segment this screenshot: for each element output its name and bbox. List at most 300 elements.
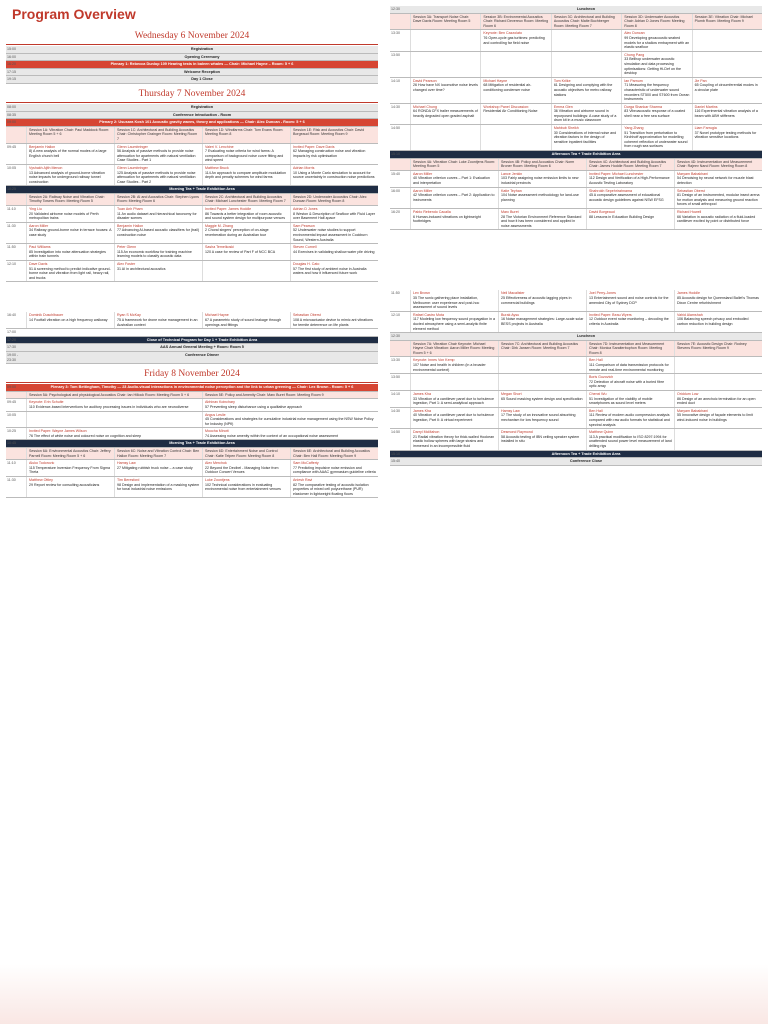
talk-author: Michael Chung <box>413 104 437 109</box>
talk-title: 16 Noise management strategies: Large-scale solar BESS projects in Australia <box>501 317 584 326</box>
schedule-row <box>390 171 762 188</box>
talk-title: 111 Comparison of data transmission protocols for remote and real-time environmental monitoring <box>589 363 669 372</box>
talk-title: 75 A framework for drone noise management in an Australian context <box>117 317 198 327</box>
talk-cells <box>410 357 762 373</box>
talk-author: Invited Paper: James Hoddle <box>205 207 252 212</box>
row-time: 10:05 <box>7 412 16 417</box>
fri-rows6 <box>6 460 378 498</box>
talk-cell <box>290 312 378 328</box>
talk-author: Maggie M. Zhang <box>205 223 233 228</box>
row-time <box>6 194 26 205</box>
row-time: 10:45 <box>7 441 16 446</box>
talk-author: Maryam Babakhani <box>677 408 708 413</box>
talk-author: Moocha Minott <box>205 429 229 434</box>
talk-cells <box>410 312 762 332</box>
talk-author: Aaron Miller <box>413 171 433 176</box>
session-cells <box>410 341 762 357</box>
row-time: 17:15 <box>7 69 16 74</box>
talk-cell <box>674 357 762 373</box>
row-event: Day 1 Close <box>191 77 213 82</box>
talk-cell <box>26 244 114 260</box>
talk-cell <box>114 261 202 281</box>
talk-cell <box>114 477 202 497</box>
schedule-row <box>6 312 378 329</box>
talk-cell <box>202 460 290 476</box>
talk-author: Maryam Babakhani <box>677 171 708 176</box>
schedule-row <box>390 151 762 159</box>
talk-title: 81 Design of an instrumented, modular insect arena for motion analysis and measuring ground reaction forces of small arthropod <box>677 193 760 207</box>
talk-cells <box>410 408 762 428</box>
row-time: 16:20 <box>391 209 400 214</box>
talk-cell <box>290 460 378 476</box>
thu-bottom <box>6 329 378 364</box>
row-time: 15:00 <box>7 47 16 51</box>
talk-cells <box>26 477 378 497</box>
right-sessions7 <box>390 341 762 358</box>
session-cells <box>410 14 762 30</box>
row-time: 15:40 <box>391 459 400 464</box>
talk-cell <box>290 165 378 185</box>
row-time: 17:00 <box>7 330 16 335</box>
schedule-row <box>6 76 378 84</box>
row-time: 11:10 <box>7 461 16 466</box>
talk-author: Aaron Miller <box>29 223 49 228</box>
row-time: 13:50 <box>391 52 400 57</box>
talk-cells <box>26 223 378 243</box>
talk-author: Sam Pearson <box>293 223 315 228</box>
session-header: Session 2C: Architectural and Building Acoustics Chair: Michael Lunchester Room: Meeting Room 7 <box>202 194 290 205</box>
session-header: Session 5A: Psychological and physiological Acoustics Chair: Ian Hillock Room: Meeting Room 5 + 6 <box>26 392 202 399</box>
row-time: 12:10 <box>7 262 16 266</box>
talk-author: Neil Macalister <box>501 291 525 296</box>
talk-author: Michael Hayne <box>205 313 229 318</box>
talk-author: Abhinav Koinchary <box>205 400 235 405</box>
schedule-row <box>6 329 378 337</box>
talk-cell <box>551 125 621 150</box>
talk-author: Invited Paper: Michael Lunchester <box>589 171 644 176</box>
talk-title: 17 The study of an innovative sound absorbing mechanism for low frequency sound <box>501 413 576 422</box>
right-sessions3 <box>390 14 762 31</box>
schedule-row <box>390 104 762 125</box>
talk-cell <box>498 391 586 407</box>
talk-cell <box>498 429 586 449</box>
talk-cells <box>26 206 378 222</box>
talk-author: Adrian D Jones <box>293 207 318 212</box>
talk-cell <box>26 428 202 439</box>
row-time: 09:45 <box>7 144 16 149</box>
talk-title: 37 Novel prototype testing methods for vibration sensitive locations <box>694 130 757 140</box>
session-cells <box>26 392 378 399</box>
schedule-row <box>390 391 762 408</box>
talk-cell <box>202 312 290 328</box>
talk-cells <box>26 244 378 260</box>
talk-author: Douglas H. Cato <box>293 262 320 266</box>
session-header: Session 4B: Policy and Acoustics Chair: Norm Broner Room: Meeting Room 6 <box>498 159 586 170</box>
talk-author: Ben Hall <box>589 408 603 413</box>
schedule-row <box>390 52 762 78</box>
row-time: 10:05 <box>7 165 16 170</box>
talk-title: 114 An approach to compare amplitude modulation depth and penalty schemes for wind farms <box>205 170 287 180</box>
talk-cell <box>410 408 498 428</box>
talk-title: 55 Innovative design of façade elements to limit wind-induced noise in buildings <box>677 413 753 422</box>
schedule-row <box>6 144 378 165</box>
talk-title: 85 Acoustic design for Queensland Ballet's Thomas Dixon Centre refurbishment <box>677 295 759 305</box>
talk-cell <box>674 408 762 428</box>
talk-author: Dominik Duschlbauer <box>29 313 64 318</box>
talk-title: 77 Advancing AI-based acoustic classifiers for (trail) construction noise <box>117 228 200 238</box>
talk-author: Ying Liu <box>29 207 42 212</box>
talk-author: Jie Pan <box>694 78 707 83</box>
row-event: Plenary 3: Tom Bettingham, Timothy — 23 Audio-visual interactions in environmental noise perception and the link to urban greening — Chair: Lex Brown - Room: 5 + 6 <box>50 385 354 390</box>
schedule-row <box>390 451 762 459</box>
talk-author: Richard Howell <box>677 209 702 214</box>
right-rows4 <box>390 171 762 231</box>
talk-title: 51 Investigation of the viability of mobile smartphones as sound level meters <box>589 396 653 406</box>
talk-author: Keynote: Erin Schulte <box>29 400 64 405</box>
talk-author: Paul Williams <box>29 245 51 250</box>
talk-author: Vyshakh Ajith Menon <box>29 165 63 170</box>
talk-title: 125 Analysis of passive methods to provide noise attenuation for apartments with natural ventilation Case Studies - Part 2 <box>117 170 196 184</box>
thu-top <box>6 104 378 127</box>
schedule-row <box>390 188 762 209</box>
talk-author: Matthew Ottley <box>29 478 53 483</box>
talk-title: 72 Detection of aircraft noise with a buried fibre optic array <box>589 379 665 389</box>
talk-cells <box>410 78 762 103</box>
session-header-row <box>6 194 378 206</box>
talk-title: 116 Experimental vibration analysis of a beam with ABH stiffeners <box>694 109 758 118</box>
talk-title: 52 Underwater noise studies to support environmental impact assessment in Cockburn Sound, Western Australia <box>293 228 368 242</box>
row-time <box>390 14 410 30</box>
talk-title: 34 Railway ground-borne noise in terrace houses: A case study <box>29 228 112 238</box>
row-time: 08:35 <box>7 112 16 117</box>
session-header: Session 7E: Acoustic Design Chair: Rodney Stevens Room: Meeting Room 9 <box>674 341 762 357</box>
thu-rows2 <box>6 206 378 282</box>
talk-cell <box>114 223 202 243</box>
talk-author: Hamsy Law <box>117 461 136 466</box>
schedule-row <box>390 78 762 104</box>
row-event: Afternoon Tea + Trade Exhibition Area <box>551 152 621 157</box>
session-header-row <box>6 127 378 144</box>
schedule-row <box>6 352 378 364</box>
row-time: 12:30 <box>391 7 400 11</box>
spacer <box>6 282 378 312</box>
talk-author: Invited Paper: Wayne James Wilson <box>29 429 87 434</box>
talk-cell <box>674 391 762 407</box>
day-heading-thursday: Thursday 7 November 2024 <box>6 84 378 103</box>
session-header-row <box>6 448 378 460</box>
talk-title: 115 Temperature Inversion Frequency From Sigma Theta <box>29 465 110 475</box>
row-event: Close of Technical Program for Day 1 + Trade Exhibition Area <box>146 337 258 342</box>
row-time: 15:10 <box>391 152 400 157</box>
talk-author: Michael Hayne <box>483 78 508 83</box>
left-column <box>6 0 378 498</box>
talk-title: 12 Outdoor event noise monitoring – decoding the criteria in Australia <box>589 317 669 326</box>
talk-title: 65 Coupling of circumferential modes in a circular plate <box>694 83 758 92</box>
talk-author: Megan Short <box>501 392 522 397</box>
row-time: 13:50 <box>391 375 400 380</box>
row-event: Opening Ceremony <box>184 54 220 59</box>
schedule-row <box>390 125 762 151</box>
schedule-row <box>6 46 378 54</box>
talk-title: 103 Fairly assigning noise emission limits to new industrial precincts <box>501 176 579 185</box>
talk-cell <box>290 477 378 497</box>
talk-title: 36 Vibration and airborne sound in repurposed buildings: A case study of a drum kit in a music classroom <box>553 109 617 123</box>
talk-title: 14 Footfall vibration on a high frequency walkway <box>29 317 108 322</box>
schedule-row <box>6 244 378 261</box>
session-header: Session 7A: Vibration Chair Keynote: Michael Hayne Chair Vibration: Aaron Miller Room: Meeting Room 5 + 6 <box>410 341 498 357</box>
talk-author: Chong Pang <box>624 52 645 57</box>
talk-cell <box>692 104 762 124</box>
row-time <box>6 448 26 459</box>
schedule-row <box>6 477 378 498</box>
talk-cell <box>290 244 378 260</box>
schedule-row <box>6 440 378 448</box>
talk-cell <box>410 30 480 50</box>
talk-author: Sebastian Oberst <box>293 313 321 318</box>
talk-cell <box>26 477 114 497</box>
row-time: 16:20 <box>7 62 16 67</box>
talk-title: 104 Noise assessment methodology for land-use planning <box>501 193 579 202</box>
schedule-row <box>6 412 378 429</box>
session-cells <box>410 159 762 170</box>
talk-author: Burak Aysu <box>501 312 520 317</box>
spacer <box>390 230 762 290</box>
talk-title: 40 Vibration of a cantilever panel due to turbulence ingestion, Part II: A virtual experiment <box>413 413 495 422</box>
talk-author: Lance Jenkin <box>501 171 523 176</box>
session-header: Session 6A: Environmental Acoustics Chair: Jeffery Parnell Room: Meeting Room 5 + 6 <box>26 448 114 459</box>
talk-title: 102 Technical considerations in evaluating environmental noise from entertainment venues <box>205 482 281 492</box>
thu-tea1 <box>6 186 378 194</box>
schedule-row <box>6 61 378 69</box>
talk-cells <box>410 290 762 310</box>
row-time: 17:20 <box>7 337 16 342</box>
day-heading-friday: Friday 8 November 2024 <box>6 364 378 383</box>
talk-author: Vahid Alamshah <box>677 312 703 317</box>
session-header: Session 6C: Noise and Vibration Control Chair: Ben Hallon Room: Meeting Room 7 <box>114 448 202 459</box>
schedule-row <box>390 374 762 391</box>
talk-cell <box>498 357 586 373</box>
talk-title: 117 Modeling low frequency sound propagation in a ducted atmosphere using a semi-analytic finite element method <box>413 317 496 331</box>
row-time: 11:30 <box>7 478 16 483</box>
talk-title: 7 Evaluating noise criteria for wind farms: A comparison of background noise curve fitting and wind speed <box>205 149 284 163</box>
talk-cell <box>674 290 762 310</box>
session-header: Session 6D: Entertainment Noise and Control Chair: Katie Telpen Room: Meeting Room 8 <box>202 448 290 459</box>
talk-cell <box>586 357 674 373</box>
talk-author: Glenn Laumbringer <box>117 144 148 149</box>
talk-title: 57 Preventing sleep disturbance using a qualitative approach <box>205 404 303 409</box>
talk-title: 27 Mitigating rubbish truck noise – a case study <box>117 465 193 470</box>
talk-author: Tuan Anh Pham <box>117 207 143 212</box>
session-header: Session 4A: Vibration Chair: Luke Zoontjens Room: Meeting Room 5 <box>410 159 498 170</box>
row-time: 13:30 <box>391 31 400 36</box>
session-header: Session 3D: Underwater Acoustics Chair: Adrian D Jones Room: Meeting Room 8 <box>621 14 691 30</box>
session-cells <box>26 194 378 205</box>
talk-title: 83 Vibroacoustic response of a coated shell near a free sea surface <box>624 109 686 118</box>
session-header: Session 2D: Underwater Acoustics Chair: Alec Duncan Room: Meeting Room 8 <box>290 194 378 205</box>
session-header: Session 3B: Environmental Acoustics Chair: Richard Devereux Room: Meeting Room 6 <box>480 14 550 30</box>
talk-cell <box>26 399 202 410</box>
session-header: Session 4C: Architectural and Building Acoustics Chair: James Hoddle Room: Meeting Room 7 <box>586 159 674 170</box>
talk-author: Tom Krilke <box>553 78 571 83</box>
row-event: Welcome Reception <box>183 69 220 74</box>
talk-title: 31 AI in architectural acoustics <box>117 266 166 271</box>
talk-cell <box>551 52 621 77</box>
talk-title: 13 Advanced analysis of ground-borne vibration noise impacts for underground railway tunnel construction <box>29 170 105 184</box>
talk-title: 99 Developing geoacoustic seabed models for a shallow embayment with an elastic seafloor <box>624 35 690 50</box>
talk-cell <box>498 408 586 428</box>
session-header: Session 3A: Transport Noise Chair: Dave Davis Room: Meeting Room 5 <box>410 14 480 30</box>
schedule-row <box>390 458 762 466</box>
talk-author: Luke Zoontjens <box>205 478 230 483</box>
row-time: 16:40 <box>7 313 16 318</box>
talk-cell <box>410 312 498 332</box>
row-time: 19:00 - 23:30 <box>7 352 19 362</box>
talk-cell <box>586 209 674 229</box>
row-event <box>26 329 378 336</box>
talk-cell <box>410 78 480 103</box>
row-time: 15:10 <box>391 451 400 456</box>
talk-title: 65 Sound masking system design and specification <box>501 396 583 401</box>
talk-author: Matthew Bruck <box>205 165 229 170</box>
row-event: Plenary 2: Ususara Kosh 101 Acoustic gravity waves, theory and applications — Chair: Alec Duncan - Room: 5 + 6 <box>99 120 305 125</box>
schedule-row <box>6 460 378 477</box>
thu-rows3 <box>6 312 378 329</box>
talk-title: 82 The comparative testing of acoustic isolation properties of mixed cell polyurethane (PUR) elastomer in lightweight floating floors <box>293 482 369 496</box>
talk-title: 51 A screening method to predict indicative ground-borne noise and vibration from light rail, heavy rail, and trucks <box>29 266 111 280</box>
talk-cells <box>26 460 378 476</box>
schedule-row <box>390 429 762 450</box>
schedule-row <box>6 186 378 194</box>
talk-title: 85 Investigation into noise attenuation strategies within train tunnels <box>29 249 106 259</box>
schedule-row <box>390 6 762 14</box>
talk-cells <box>410 30 762 50</box>
talk-cell <box>498 374 586 390</box>
talk-title: 11 An audio dataset and hierarchical taxonomy for disaster scenes <box>117 211 197 221</box>
talk-title: 44 Exercises in validating shallow water pile driving <box>293 249 375 254</box>
talk-title: 56 Analysis of passive methods to provide noise attenuation for apartments with natural ventilation Case Studies - Part 1 <box>117 149 196 163</box>
talk-title: 77 Predicting impulsive noise emission and compliance with AAAC gymnasium guideline criteria <box>293 465 376 475</box>
session-header-row <box>6 392 378 400</box>
talk-title: 20 Validated airborne noise models of Perth metropolitan trains <box>29 211 99 221</box>
talk-author: Ian Parnum <box>624 78 643 83</box>
talk-title: 28 The Victorian Environment Reference Standard and how it has been considered and applied in noise assessments <box>501 214 582 228</box>
talk-cell <box>26 206 114 222</box>
session-header: Session 1E: Risk and Acoustics Chair: David Borgeaud Room: Meeting Room 9 <box>290 127 378 143</box>
schedule-row <box>6 337 378 345</box>
talk-cell <box>410 429 498 449</box>
talk-cell <box>586 171 674 187</box>
schedule-row <box>6 119 378 127</box>
session-header: Session 2A: Railway Noise and Vibration Chair: Timothy Towers Room: Meeting Room 5 <box>26 194 114 205</box>
row-event: Plenary 1: Rebecca Dunlop 109 Hearing tests in baleen whales — Chair: Michael Hayne – Room: 5 + 6 <box>110 62 294 67</box>
talk-cells <box>26 261 378 281</box>
talk-cell <box>290 144 378 164</box>
row-time: 14:50 <box>391 126 400 131</box>
talk-title: 6 Human-induced vibrations on lightweight footbridges <box>413 214 481 224</box>
schedule-row <box>6 206 378 223</box>
talk-title: 25 Effectiveness of acoustic lagging pipes in commercial buildings <box>501 295 572 305</box>
session-header: Session 3E: Vibration Chair: Michael Plumb Room: Meeting Room 9 <box>692 14 762 30</box>
talk-cell <box>586 312 674 332</box>
talk-cell <box>674 188 762 208</box>
schedule-row <box>390 357 762 374</box>
talk-cells <box>26 144 378 164</box>
talk-cell <box>586 391 674 407</box>
session-header: Session 7C: Architectural and Building Acoustics Chair: Dirk Jansen Room: Meeting Room 7 <box>498 341 586 357</box>
talk-cells <box>410 429 762 449</box>
talk-title: 66 Variation in acoustic radiation of a fluid-loaded cantilever excited by point or distributed force <box>677 214 756 224</box>
talk-cell <box>621 125 691 150</box>
talk-cells <box>26 412 378 428</box>
talk-cell <box>202 144 290 164</box>
talk-title: 8) A new analysis of the normal modes of a large English church bell <box>29 149 107 158</box>
talk-author: David Pearson <box>413 78 437 83</box>
talk-title: 26 How have NX locomotive noise levels changed over time? <box>413 83 478 92</box>
fri-tea2 <box>6 440 378 448</box>
talk-title: 74 Assessing noise amenity within the context of an occupational noise assessment <box>205 433 339 438</box>
talk-cell <box>674 209 762 229</box>
talk-cell <box>114 244 202 260</box>
talk-author: Invited Paper: Beau Wyers <box>589 312 632 317</box>
talk-cell <box>692 78 762 103</box>
row-time: 17:30 <box>7 345 16 350</box>
talk-author: Desmond Raymond <box>501 430 533 435</box>
talk-cell <box>674 312 762 332</box>
talk-cell <box>551 104 621 124</box>
talk-author: David Borgeaud <box>589 209 615 214</box>
talk-title: 54 Denoising by neural network for muzzle blast detection <box>677 176 754 185</box>
talk-author: Aluko Todorovic <box>29 461 55 466</box>
schedule-row <box>6 428 378 440</box>
row-time: 15:40 <box>391 171 400 176</box>
talk-cell <box>202 477 290 497</box>
talk-cell <box>202 244 290 260</box>
talk-author: Sasha Temelkoski <box>205 245 234 250</box>
talk-cell <box>202 261 290 281</box>
talk-cell <box>674 171 762 187</box>
row-event: Luncheon <box>576 334 596 339</box>
talk-cell <box>480 30 550 50</box>
talk-author: Alex Foster <box>117 262 136 266</box>
row-event: Registration <box>190 104 214 109</box>
talk-title: 98 Design and implementation of a masking system for tonal industrial noise emissions <box>117 482 200 492</box>
talk-cell <box>621 78 691 103</box>
talk-author: Keynote: Innes Von Kemp <box>413 358 455 363</box>
talk-author: Benjamin Hallon <box>117 223 144 228</box>
row-event: Afternoon Tea + Trade Exhibition Area <box>551 451 621 456</box>
fri-sessions5 <box>6 392 378 400</box>
schedule-row <box>6 104 378 112</box>
row-time: 14:10 <box>391 78 400 83</box>
talk-title: 30 Considerations of internal noise and vibration factors in the design of sensitive inpatient facilities <box>553 130 617 144</box>
talk-cell <box>586 374 674 390</box>
talk-title: 62 Managing construction noise and vibration impacts by risk optimisation <box>293 149 366 158</box>
talk-title: 88 Lessons in Education Building Design <box>589 214 655 219</box>
talk-author: Benjamin Hallon <box>29 144 56 149</box>
talk-author: Matthew Quinn <box>589 430 614 435</box>
talk-cell <box>480 52 550 77</box>
talk-cell <box>410 290 498 310</box>
row-time: 14:10 <box>391 392 400 397</box>
talk-author: Pablo Rebendo Cacalla <box>413 209 451 214</box>
talk-title: 115 An economic workflow for training machine learning models to classify acoustic data <box>117 249 192 259</box>
talk-cell <box>26 460 114 476</box>
row-event: Conference Introduction - Room <box>172 112 232 117</box>
talk-title: 110 Evidence-based interventions for auditory processing issues in individuals who are neurodiverse <box>29 404 189 409</box>
talk-cell <box>692 52 762 77</box>
talk-title: 13 Entertainment sound and noise controls for the amended City of Sydney DCP <box>589 295 669 305</box>
talk-title: 120 A case for review of Part F of NCC BCA <box>205 249 276 254</box>
